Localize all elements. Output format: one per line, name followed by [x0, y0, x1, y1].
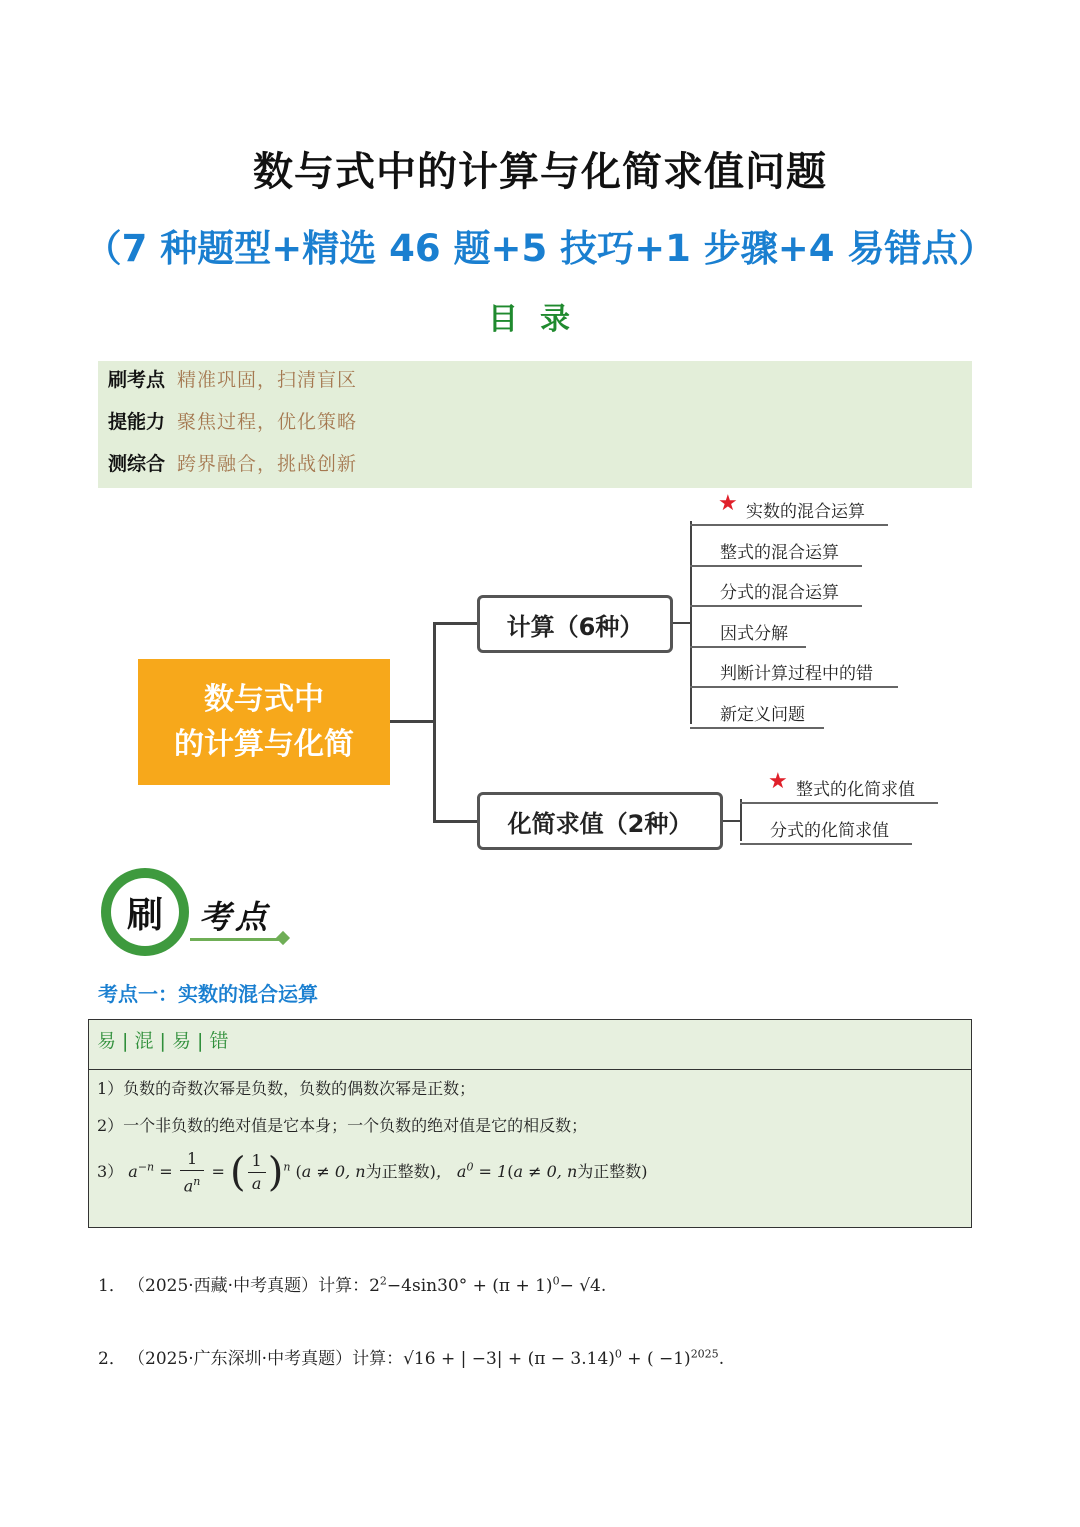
leaf-frac-simplify[interactable] — [740, 816, 912, 845]
toc-key: 刷考点 — [108, 369, 166, 391]
tip-line-1: 1）负数的奇数次幂是负数，负数的偶数次幂是正数； — [97, 1079, 476, 1098]
toc-key: 测综合 — [108, 453, 166, 475]
leaf-frac-mixed[interactable] — [690, 578, 862, 607]
connector — [723, 820, 741, 822]
leaf-label: 实数的混合运算 — [746, 502, 865, 522]
question-expr: + ( −1) — [621, 1349, 691, 1369]
question-1: 1． （2025·西藏·中考真题）计算：$2^2-4\sin 30^\circ + (\pi + 1)^0- √4$. — [98, 1271, 606, 1296]
connector — [673, 622, 691, 624]
root-line-2: 的计算与化简 — [174, 727, 354, 762]
leaf-real-mixed[interactable] — [690, 491, 888, 526]
cond-text: 为正整数 — [577, 1162, 642, 1182]
section-badge-text: 考点 — [199, 898, 272, 936]
badge-char: 刷 — [111, 878, 179, 946]
toc-value: 聚焦过程，优化策略 — [177, 411, 358, 433]
question-source: （2025·广东深圳·中考真题）计算： — [128, 1349, 404, 1369]
leaf-label: 整式的混合运算 — [720, 543, 839, 563]
leaf-poly-mixed[interactable] — [690, 538, 862, 567]
toc-row-shua[interactable] — [108, 365, 357, 392]
connector — [390, 720, 435, 723]
toc-row-ce[interactable] — [108, 449, 357, 476]
leaf-label: 分式的混合运算 — [720, 583, 839, 603]
section-badge-icon — [101, 868, 189, 956]
toc-row-ti[interactable] — [108, 407, 357, 434]
badge-dot-icon — [276, 931, 290, 945]
leaf-judge-error[interactable] — [690, 659, 898, 688]
tip-line-3 — [97, 1148, 648, 1197]
leaf-label: 新定义问题 — [720, 705, 805, 725]
connector — [433, 622, 479, 625]
question-number: 1． — [98, 1276, 126, 1296]
leaf-label: 分式的化简求值 — [770, 821, 889, 841]
question-source: （2025·西藏·中考真题）计算： — [128, 1276, 370, 1296]
question-expr: −4sin30° + (π + 1) — [386, 1276, 553, 1296]
branch-label: 计算（6种） — [506, 612, 644, 641]
tips-header: 易 | 混 | 易 | 错 — [89, 1020, 971, 1070]
toc-heading: 目录 — [488, 302, 592, 337]
branch-label: 化简求值（2种） — [507, 809, 693, 838]
toc-key: 提能力 — [108, 411, 166, 433]
leaf-label: 因式分解 — [720, 624, 788, 644]
mindmap-root — [138, 659, 390, 785]
question-number: 2． — [98, 1349, 126, 1369]
leaf-label: 整式的化简求值 — [796, 780, 915, 800]
page-subtitle: （7 种题型+精选 46 题+5 技巧+1 步骤+4 易错点） — [84, 227, 996, 270]
leaf-new-def[interactable] — [690, 700, 824, 729]
branch-calc[interactable] — [477, 595, 673, 653]
badge-underline — [190, 938, 282, 941]
star-icon: ★ — [768, 769, 788, 794]
branch-simplify[interactable] — [477, 792, 723, 850]
toc-box — [98, 361, 972, 488]
formula-neg-power: $a^{-n}$ = $\frac{1}{a^n}$ = ( $\frac{1}{a}$ )$^n$ (a ≠ 0, n为正整数)， $a^0 = 1(a \ne 0$, n为正整数) — [128, 1149, 648, 1196]
question-2: 2． （2025·广东深圳·中考真题）计算：√16 + | $-3| + (\pi - 3.14)^0$ + ( −1)$^{2025}$. — [98, 1344, 724, 1369]
toc-value: 精准巩固，扫清盲区 — [177, 369, 358, 391]
question-expr: √16 + | −3| + (π − 3.14) — [403, 1349, 615, 1369]
connector — [433, 820, 479, 823]
root-line-1: 数与式中 — [204, 682, 324, 717]
question-expr: 2 — [369, 1276, 380, 1296]
question-exp: 2025 — [690, 1347, 719, 1361]
question-expr: . — [718, 1349, 725, 1369]
kaodian-heading: 考点一：实数的混合运算 — [98, 982, 318, 1006]
page-title: 数与式中的计算与化简求值问题 — [253, 149, 827, 195]
tips-box — [88, 1019, 972, 1228]
tip-prefix: 3） — [97, 1162, 124, 1182]
tip-line-2: 2）一个非负数的绝对值是它本身；一个负数的绝对值是它的相反数； — [97, 1116, 588, 1135]
toc-value: 跨界融合，挑战创新 — [177, 453, 358, 475]
star-icon: ★ — [718, 491, 738, 516]
leaf-poly-simplify[interactable] — [740, 769, 938, 804]
cond-text: 为正整数 — [365, 1162, 430, 1182]
leaf-label: 判断计算过程中的错 — [720, 664, 873, 684]
connector — [433, 622, 436, 822]
leaf-factor[interactable] — [690, 619, 806, 648]
question-expr: − √4. — [559, 1276, 607, 1296]
